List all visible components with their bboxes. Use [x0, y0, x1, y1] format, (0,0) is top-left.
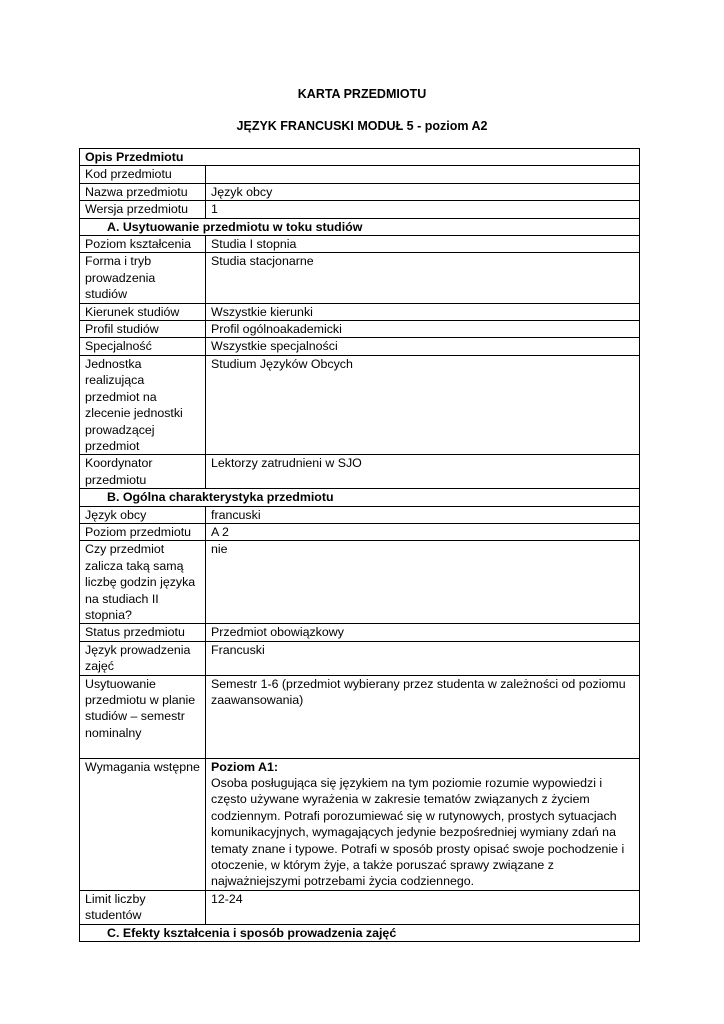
profile-label: Profil studiów [80, 321, 206, 338]
table-row [80, 355, 640, 454]
table-row [80, 890, 640, 924]
section-b-header: B. Ogólna charakterystyka przedmiotu [80, 489, 640, 506]
teaching-language-label: Język prowadzenia zajęć [80, 641, 206, 675]
description-header: Opis Przedmiotu [80, 149, 640, 166]
language-label: Język obcy [80, 506, 206, 523]
language-value: francuski [206, 506, 640, 523]
table-row [80, 541, 640, 624]
table-row [80, 321, 640, 338]
specialty-value: Wszystkie specjalności [206, 338, 640, 355]
level-value: Studia I stopnia [206, 236, 640, 253]
table-row [80, 675, 640, 758]
unit-label: Jednostka realizująca przedmiot na zlecenie jednostki prowadzącej przedmiot [80, 355, 206, 454]
coordinator-value: Lektorzy zatrudnieni w SJO [206, 455, 640, 489]
subject-level-label: Poziom przedmiotu [80, 523, 206, 540]
second-degree-value: nie [206, 541, 640, 624]
requirements-heading: Poziom A1: [211, 759, 279, 774]
table-row [80, 624, 640, 641]
name-label: Nazwa przedmiotu [80, 183, 206, 200]
version-label: Wersja przedmiotu [80, 201, 206, 218]
specialty-label: Specjalność [80, 338, 206, 355]
table-row [80, 489, 640, 506]
section-c-header: C. Efekty kształcenia i sposób prowadzenia zajęć [80, 924, 640, 941]
teaching-language-value: Francuski [206, 641, 640, 675]
table-row [80, 201, 640, 218]
table-row [80, 758, 640, 890]
course-card-table [79, 148, 640, 942]
status-value: Przedmiot obowiązkowy [206, 624, 640, 641]
table-row [80, 523, 640, 540]
document-subtitle: JĘZYK FRANCUSKI MODUŁ 5 - poziom A2 [236, 119, 488, 133]
table-row [80, 183, 640, 200]
document-title: KARTA PRZEDMIOTU [297, 87, 427, 101]
table-row [80, 253, 640, 303]
requirements-label: Wymagania wstępne [80, 758, 206, 890]
code-label: Kod przedmiotu [80, 166, 206, 183]
table-row [80, 236, 640, 253]
version-value: 1 [206, 201, 640, 218]
direction-label: Kierunek studiów [80, 303, 206, 320]
status-label: Status przedmiotu [80, 624, 206, 641]
table-row [80, 166, 640, 183]
placement-label: Usytuowanie przedmiotu w planie studiów – semestr nominalny [80, 675, 206, 758]
table-row [80, 149, 640, 166]
limit-value: 12-24 [206, 890, 640, 924]
unit-value: Studium Języków Obcych [206, 355, 640, 454]
placement-value: Semestr 1-6 (przedmiot wybierany przez studenta w zależności od poziomu zaawansowania) [206, 675, 640, 758]
code-value [206, 166, 640, 183]
direction-value: Wszystkie kierunki [206, 303, 640, 320]
table-row [80, 506, 640, 523]
table-row [80, 218, 640, 235]
section-a-header: A. Usytuowanie przedmiotu w toku studiów [80, 218, 640, 235]
level-label: Poziom kształcenia [80, 236, 206, 253]
limit-label: Limit liczby studentów [80, 890, 206, 924]
requirements-cell [206, 758, 640, 890]
name-value: Język obcy [206, 183, 640, 200]
second-degree-label: Czy przedmiot zalicza taką samą liczbę godzin języka na studiach II stopnia? [80, 541, 206, 624]
form-label: Forma i tryb prowadzenia studiów [80, 253, 206, 303]
table-row [80, 641, 640, 675]
table-row [80, 455, 640, 489]
subject-level-value: A 2 [206, 523, 640, 540]
table-row [80, 303, 640, 320]
form-value: Studia stacjonarne [206, 253, 640, 303]
requirements-text: Osoba posługująca się językiem na tym poziomie rozumie wypowiedzi i często używane wyrażenia w zakresie tematów związanych z życiem codziennym. Potrafi porozumiewać się w rutynowych, prostych sytuacjach komunikacyjnych, wymagających jedynie bezpośredniej wymiany zdań na tematy znane i typowe. Potrafi w sposób prosty opisać swoje pochodzenie i otoczenie, w którym żyje, a także poruszać sprawy związane z najważniejszymi potrzebami życia codziennego. [211, 776, 625, 889]
table-row [80, 924, 640, 941]
coordinator-label: Koordynator przedmiotu [80, 455, 206, 489]
table-row [80, 338, 640, 355]
profile-value: Profil ogólnoakademicki [206, 321, 640, 338]
